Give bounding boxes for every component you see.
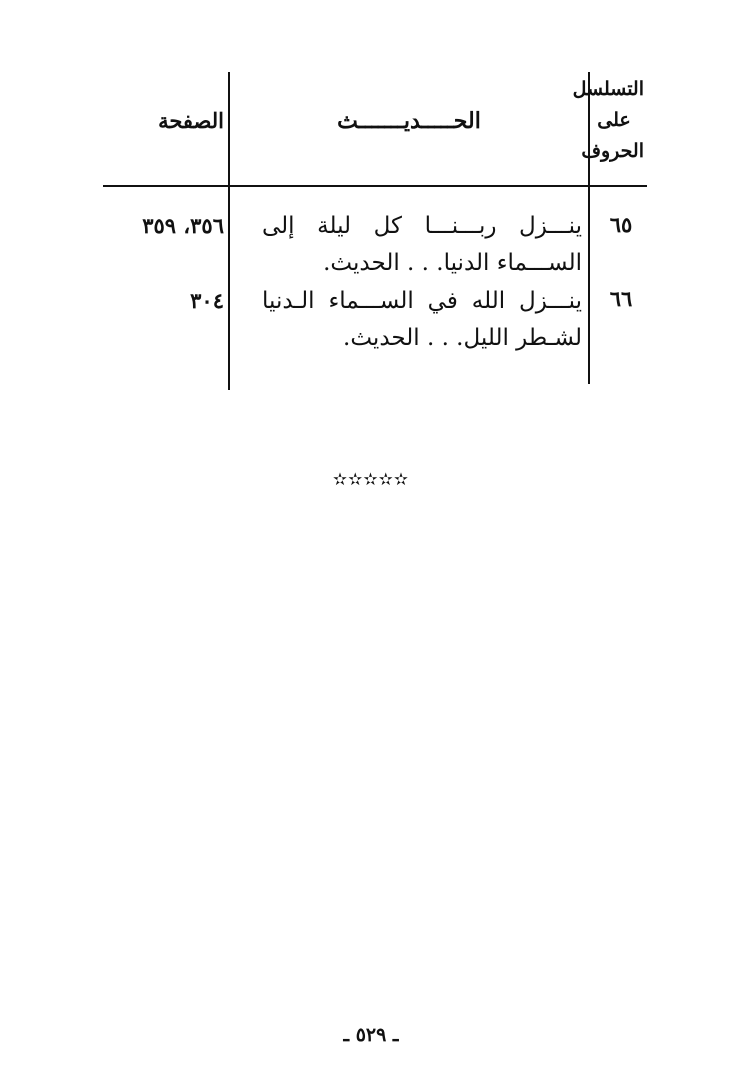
row-hadith-text-65: ينـــزل ربـــنـــا كل ليلة إلى الســـماء الدنيا. . . الحديث.: [262, 213, 582, 276]
row-serial-65: ٦٥: [609, 212, 633, 237]
row-serial-66: ٦٦: [609, 286, 633, 311]
header-serial-line3: الحروف: [581, 140, 644, 162]
page-number: ـ ٥٢٩ ـ: [343, 1024, 399, 1046]
column-divider-left: [228, 72, 230, 390]
header-serial: [572, 74, 644, 167]
header-page: الصفحة: [158, 108, 224, 133]
header-hadith: الحـــــديـــــــث: [337, 108, 481, 134]
header-serial-line2: على: [597, 109, 631, 131]
row-pages-66: ٣٠٤: [190, 288, 224, 313]
star-ornament: ✫✫✫✫✫: [332, 470, 410, 490]
row-pages-65: ٣٥٦، ٣٥٩: [142, 213, 224, 238]
header-divider: [103, 185, 647, 187]
row-hadith-text-66: ينـــزل الله في الســـماء الـدنيا لشـطر الليل. . . الحديث.: [262, 288, 582, 351]
header-serial-line1: التسلسل: [572, 78, 644, 100]
